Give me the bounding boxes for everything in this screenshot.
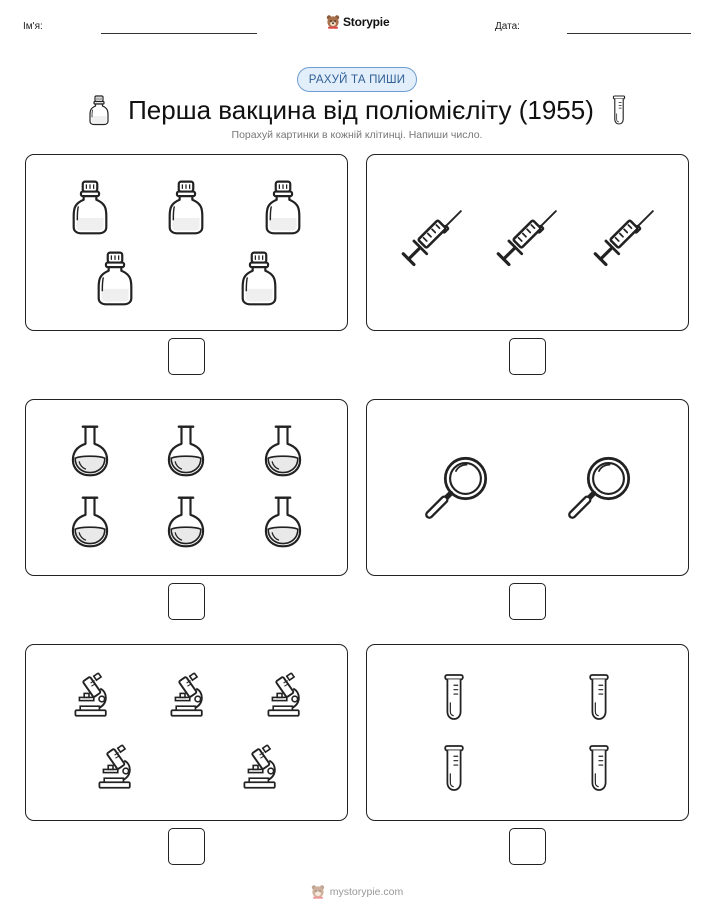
answer-box[interactable]: [168, 828, 205, 865]
brand-logo: [326, 14, 389, 29]
activity-tag: РАХУЙ ТА ПИШИ: [297, 67, 417, 92]
answer-box[interactable]: [509, 338, 546, 375]
date-field[interactable]: [567, 33, 691, 34]
syringe-icon: [591, 209, 655, 273]
bottle-icon: [239, 249, 279, 307]
magnifying-glass-icon: [566, 453, 634, 521]
bottle-icon: [70, 178, 110, 236]
round-flask-icon: [166, 424, 206, 478]
count-cell-syringes: [366, 154, 689, 331]
microscope-icon: [169, 668, 209, 722]
count-cell-test-tubes: [366, 644, 689, 821]
bottle-icon: [95, 249, 135, 307]
footer: [0, 884, 714, 899]
count-cell-magnifiers: [366, 399, 689, 576]
test-tube-icon: [443, 670, 465, 724]
microscope-icon: [73, 668, 113, 722]
footer-url[interactable]: mystorypie.com: [329, 885, 404, 898]
date-label: Дата:: [495, 21, 520, 32]
microscope-icon: [97, 740, 137, 794]
test-tube-icon: [443, 741, 465, 795]
name-field[interactable]: [101, 33, 257, 34]
microscope-icon: [242, 740, 282, 794]
answer-box[interactable]: [509, 583, 546, 620]
storypie-bear-logo-icon: [311, 884, 325, 899]
test-tube-icon: [612, 93, 626, 127]
microscope-icon: [266, 668, 306, 722]
syringe-icon: [494, 209, 558, 273]
bottle-icon: [88, 93, 110, 127]
count-cell-flasks: [25, 399, 348, 576]
round-flask-icon: [166, 495, 206, 549]
instructions: Порахуй картинки в кожній клітинці. Напиши число.: [231, 129, 483, 141]
count-cell-microscopes: [25, 644, 348, 821]
name-label: Ім'я:: [23, 21, 43, 32]
round-flask-icon: [70, 424, 110, 478]
round-flask-icon: [263, 495, 303, 549]
answer-box[interactable]: [168, 583, 205, 620]
page-title: Перша вакцина від поліомієліту (1955): [128, 94, 594, 125]
count-cell-bottles: [25, 154, 348, 331]
round-flask-icon: [263, 424, 303, 478]
bottle-icon: [263, 178, 303, 236]
magnifying-glass-icon: [423, 453, 491, 521]
storypie-bear-logo-icon: [326, 14, 340, 29]
answer-box[interactable]: [509, 828, 546, 865]
syringe-icon: [399, 209, 463, 273]
bottle-icon: [166, 178, 206, 236]
answer-box[interactable]: [168, 338, 205, 375]
brand-name: Storypie: [343, 14, 390, 29]
round-flask-icon: [70, 495, 110, 549]
test-tube-icon: [588, 741, 610, 795]
test-tube-icon: [588, 670, 610, 724]
title-row: [0, 88, 714, 132]
